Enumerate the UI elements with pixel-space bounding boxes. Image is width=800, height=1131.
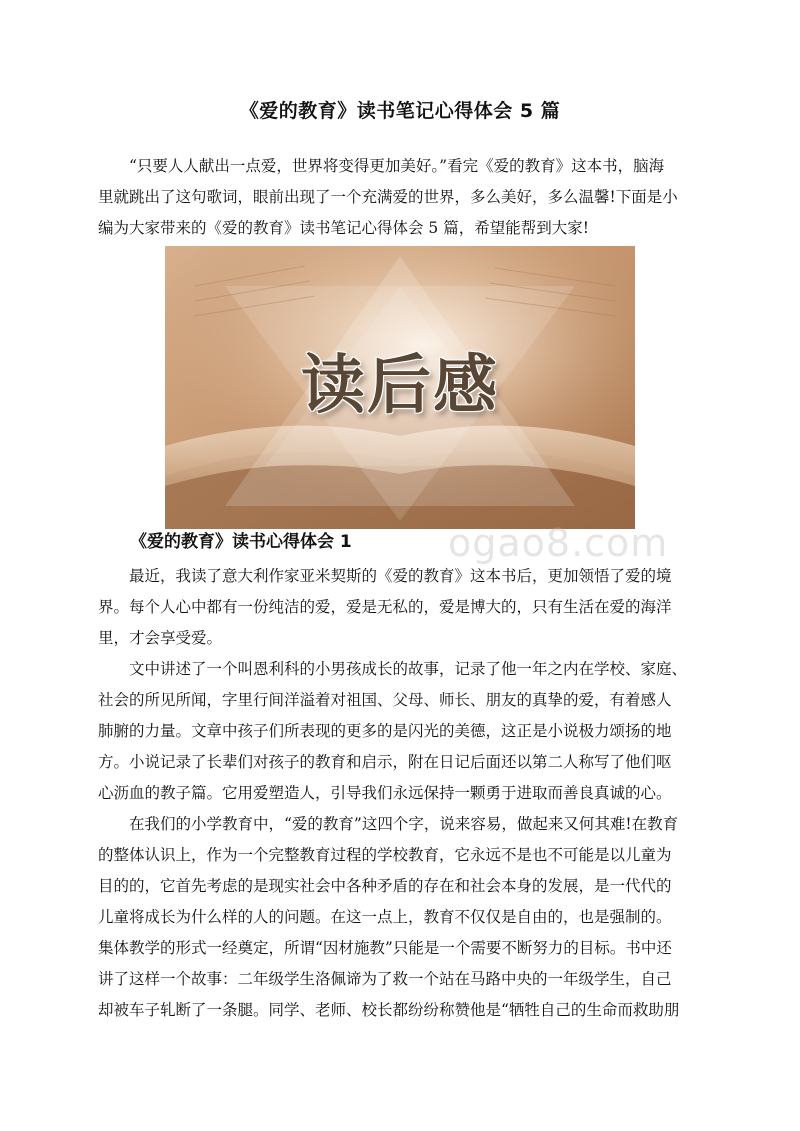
text-line: 的整体认识上，作为一个完整教育过程的学校教育，它永远不是也不可能是以儿童为 — [98, 846, 672, 864]
text-line: 却被车子轧断了一条腿。同学、老师、校长都纷纷称赞他是“牺牲自己的生命而救助朋 — [98, 1001, 680, 1019]
banner-title: 读后感 — [301, 349, 499, 423]
text-line: 儿童将成长为什么样的人的问题。在这一点上，教育不仅仅是自由的，也是强制的。 — [98, 908, 672, 926]
body-paragraph — [98, 654, 703, 809]
section-heading: 《爱的教育》读书心得体会 1 — [130, 532, 352, 552]
text-line: 集体教学的形式一经奠定，所谓“因材施教”只能是一个需要不断努力的目标。书中还 — [98, 939, 672, 957]
text-line: 最近，我读了意大利作家亚米契斯的《爱的教育》这本书后，更加领悟了爱的境 — [129, 567, 672, 585]
text-line: 里，才会享受爱。 — [98, 629, 223, 647]
text-line: 里就跳出了这句歌词，眼前出现了一个充满爱的世界，多么美好，多么温馨!下面是小 — [98, 188, 678, 206]
watermark: ogao8.com — [448, 521, 669, 565]
document-title: 《爱的教育》读书笔记心得体会 5 篇 — [239, 100, 561, 122]
body-paragraph — [98, 809, 703, 1026]
text-line: 界。每个人心中都有一份纯洁的爱，爱是无私的，爱是博大的，只有生活在爱的海洋 — [98, 598, 672, 616]
text-line: “只要人人献出一点爱，世界将变得更加美好。”看完《爱的教育》这本书，脑海 — [129, 157, 665, 175]
text-line: 文中讲述了一个叫恩利科的小男孩成长的故事，记录了他一年之内在学校、家庭、 — [129, 660, 688, 678]
body-paragraph — [98, 561, 703, 654]
text-line: 目的的，它首先考虑的是现实社会中各种矛盾的存在和社会本身的发展，是一代代的 — [98, 877, 672, 895]
reading-notes-banner-image — [165, 246, 635, 529]
intro-paragraph — [98, 151, 703, 244]
text-line: 心沥血的教子篇。它用爱塑造人，引导我们永远保持一颗勇于进取而善良真诚的心。 — [98, 784, 672, 802]
text-line: 肺腑的力量。文章中孩子们所表现的更多的是闪光的美德，这正是小说极力颂扬的地 — [98, 722, 672, 740]
text-line: 编为大家带来的《爱的教育》读书笔记心得体会 5 篇，希望能帮到大家! — [98, 219, 589, 237]
text-line: 方。小说记录了长辈们对孩子的教育和启示，附在日记后面还以第二人称写了他们呕 — [98, 753, 672, 771]
text-line: 社会的所见所闻，字里行间洋溢着对祖国、父母、师长、朋友的真挚的爱，有着感人 — [98, 691, 672, 709]
text-line: 讲了这样一个故事：二年级学生洛佩谛为了救一个站在马路中央的一年级学生，自己 — [98, 970, 672, 988]
text-line: 在我们的小学教育中，“爱的教育”这四个字，说来容易，做起来又何其难!在教育 — [129, 815, 679, 833]
